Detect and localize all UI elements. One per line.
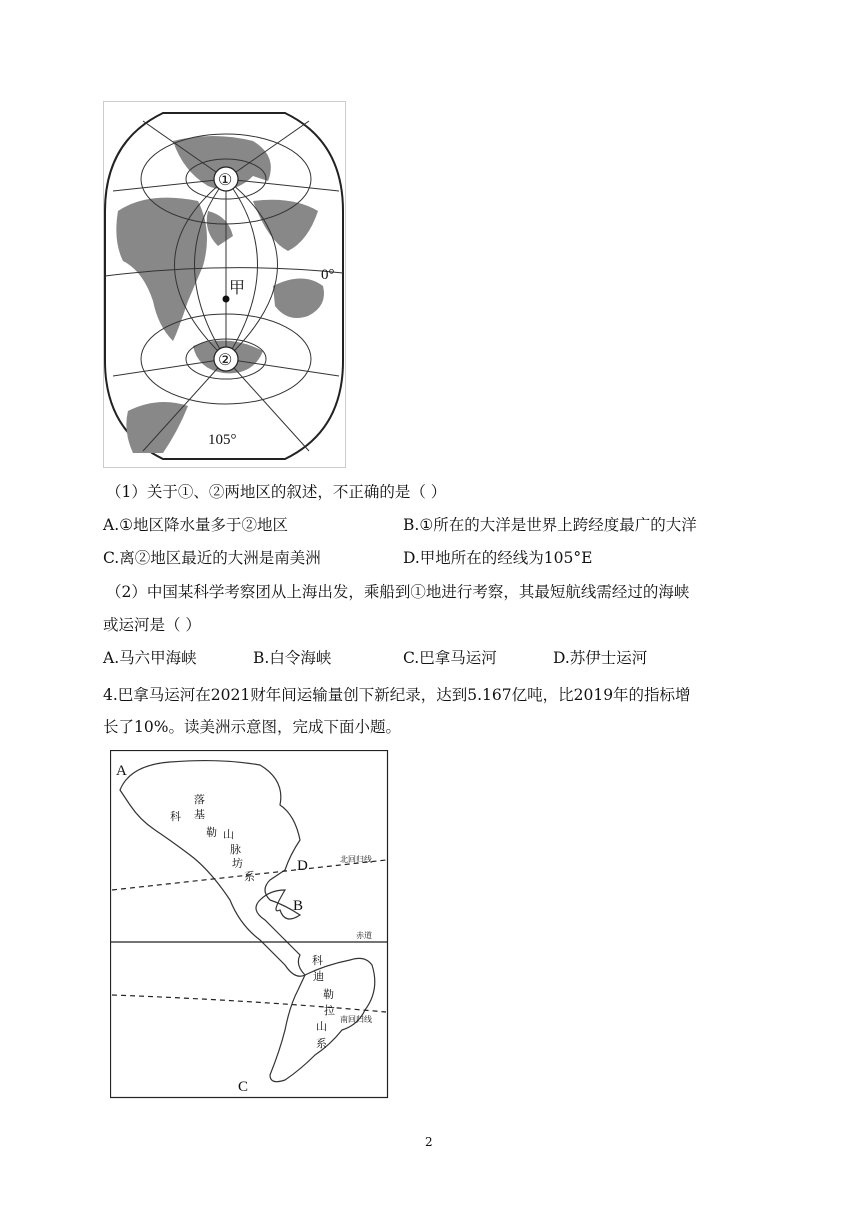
- q2-stem-line-2: 或运河是（ ）: [103, 616, 201, 634]
- marker-1-label: ①: [218, 172, 233, 189]
- label-a: A: [116, 763, 127, 779]
- andes-char-5: 山: [316, 1021, 327, 1033]
- label-c: C: [238, 1079, 249, 1095]
- rockies-char-2: 落: [194, 794, 205, 806]
- americas-map-figure: [110, 750, 390, 1100]
- label-jia: 甲: [229, 280, 246, 297]
- q4-stem-line-1: 4.巴拿马运河在2021财年间运输量创下新纪录，达到5.167亿吨，比2019年的指标增: [103, 686, 691, 704]
- rockies-char-1: 科: [170, 811, 181, 823]
- andes-char-2: 迪: [313, 971, 324, 983]
- page-number: 2: [425, 1135, 433, 1149]
- q2-option-b: B.白令海峡: [253, 649, 332, 667]
- rockies-char-8: 系: [244, 871, 255, 883]
- label-longitude-105: 105°: [208, 432, 237, 448]
- label-tropic-cancer: 北回归线: [340, 855, 372, 864]
- q2-stem-line-1: （2）中国某科学考察团从上海出发，乘船到①地进行考察，其最短航线需经过的海峡: [106, 583, 690, 601]
- rockies-char-7: 坊: [232, 858, 243, 870]
- label-d: D: [297, 858, 308, 874]
- q1-option-b: B.①所在的大洋是世界上跨经度最广的大洋: [403, 516, 697, 534]
- q2-option-a: A.马六甲海峡: [103, 649, 197, 667]
- rockies-char-6: 脉: [230, 844, 241, 856]
- andes-char-6: 系: [316, 1038, 327, 1050]
- andes-char-1: 科: [312, 955, 323, 967]
- q4-stem-line-2: 长了10%。读美洲示意图，完成下面小题。: [103, 718, 401, 736]
- figure-frame-2: [111, 751, 388, 1098]
- q1-option-a: A.①地区降水量多于②地区: [103, 516, 289, 534]
- q2-option-d: D.苏伊士运河: [553, 649, 648, 667]
- q1-option-d: D.甲地所在的经线为105°E: [403, 549, 593, 567]
- q1-option-c: C.离②地区最近的大洲是南美洲: [103, 549, 321, 567]
- q2-option-c: C.巴拿马运河: [403, 649, 497, 667]
- q1-stem: （1）关于①、②两地区的叙述，不正确的是（ ）: [106, 483, 447, 501]
- andes-char-4: 拉: [324, 1005, 335, 1017]
- label-b: B: [293, 898, 304, 914]
- label-equator: 赤道: [356, 931, 372, 940]
- label-latitude-0: 0°: [321, 267, 335, 283]
- rockies-char-3: 基: [194, 809, 205, 821]
- rockies-char-4: 勒: [206, 827, 217, 839]
- marker-2-label: ②: [218, 352, 233, 369]
- rockies-char-5: 山: [223, 829, 234, 841]
- andes-char-3: 勒: [323, 989, 334, 1001]
- label-tropic-capricorn: 南回归线: [340, 1015, 372, 1024]
- polar-map-figure: [103, 101, 349, 469]
